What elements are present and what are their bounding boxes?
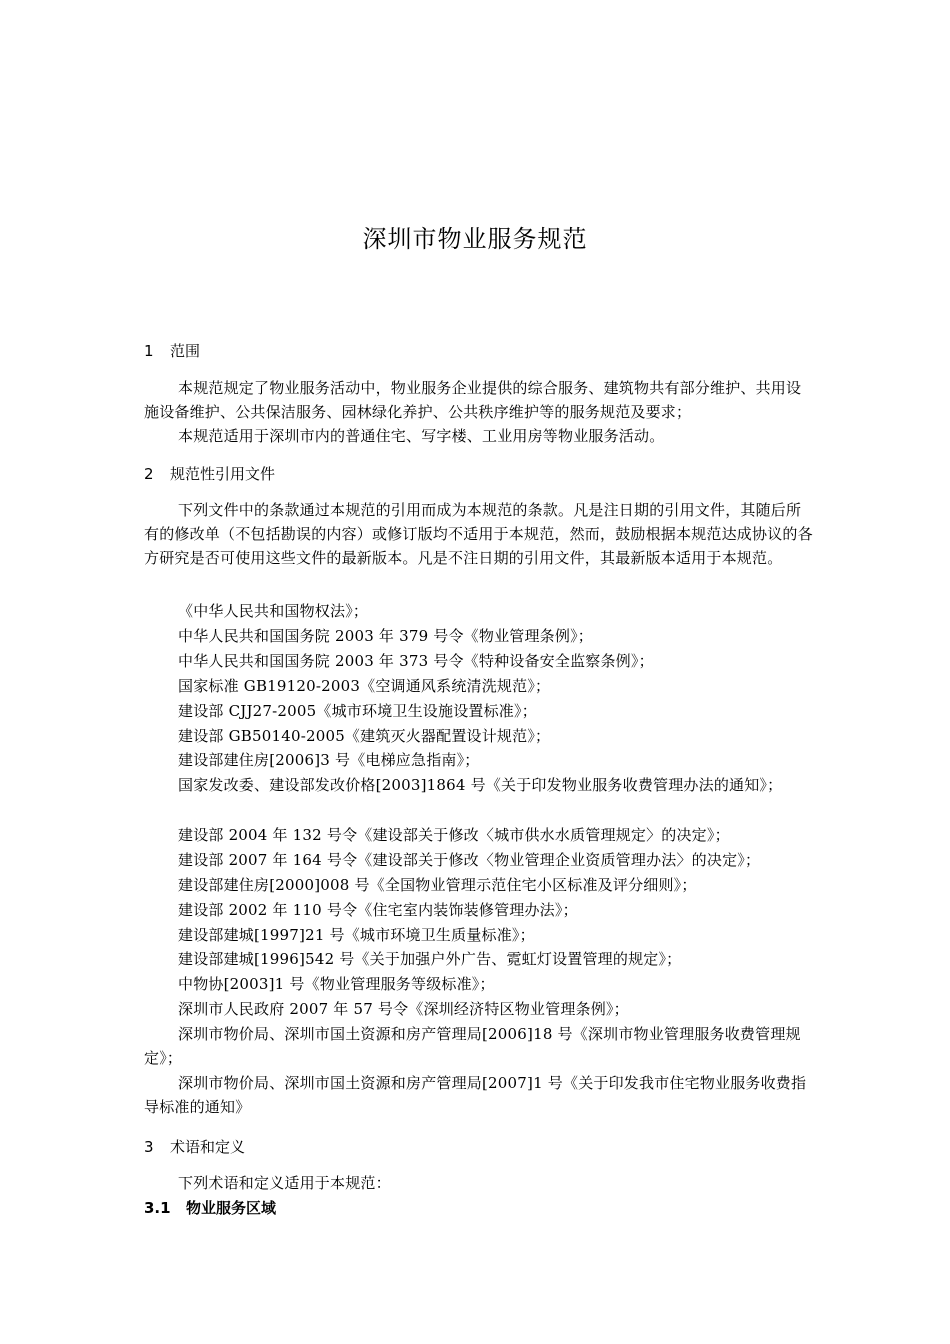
reference-item: 建设部建住房[2000]008 号《全国物业管理示范住宅小区标准及评分细则》； bbox=[178, 876, 697, 894]
reference-item: 建设部建城[1997]21 号《城市环境卫生质量标准》； bbox=[178, 926, 535, 944]
reference-item: 建设部 2007 年 164 号令《建设部关于修改〈物业管理企业资质管理办法〉的决定》； bbox=[178, 851, 761, 869]
document-title: 深圳市物业服务规范 bbox=[362, 225, 588, 253]
reference-item: 中物协[2003]1 号《物业管理服务等级标准》； bbox=[178, 975, 495, 993]
section-heading-terms bbox=[144, 1136, 245, 1158]
reference-item: 深圳市人民政府 2007 年 57 号令《深圳经济特区物业管理条例》； bbox=[178, 1000, 629, 1018]
reference-item: 国家标准 GB19120-2003《空调通风系统清洗规范》； bbox=[178, 677, 551, 695]
reference-item: 深圳市物价局、深圳市国土资源和房产管理局[2006]18 号《深圳市物业管理服务收费管理规定》； bbox=[144, 1025, 801, 1067]
reference-item: 建设部 2004 年 132 号令《建设部关于修改〈城市供水水质管理规定〉的决定》； bbox=[178, 826, 730, 844]
section-number: 2 bbox=[144, 465, 154, 483]
paragraph: 下列文件中的条款通过本规范的引用而成为本规范的条款。凡是注日期的引用文件，其随后所有的修改单（不包括勘误的内容）或修订版均不适用于本规范，然而，鼓励根据本规范达成协议的各方研究是否可使用这些文件的最新版本。凡是不注日期的引用文件，其最新版本适用于本规范。 bbox=[144, 501, 813, 567]
section-title: 术语和定义 bbox=[170, 1138, 246, 1156]
subsection-heading bbox=[144, 1197, 276, 1219]
reference-item: 建设部 2002 年 110 号令《住宅室内装饰装修管理办法》； bbox=[178, 901, 578, 919]
reference-item: 《中华人民共和国物权法》； bbox=[178, 602, 369, 620]
reference-item: 建设部 CJJ27-2005《城市环境卫生设施设置标准》； bbox=[178, 702, 537, 720]
section-title: 规范性引用文件 bbox=[170, 465, 276, 483]
paragraph: 本规范适用于深圳市内的普通住宅、写字楼、工业用房等物业服务活动。 bbox=[178, 427, 665, 445]
section-number: 1 bbox=[144, 342, 154, 360]
reference-item: 建设部建住房[2006]3 号《电梯应急指南》； bbox=[178, 751, 480, 769]
section-heading-references bbox=[144, 463, 275, 485]
section-heading-scope bbox=[144, 340, 200, 362]
section-number: 3 bbox=[144, 1138, 154, 1156]
reference-item: 建设部 GB50140-2005《建筑灭火器配置设计规范》； bbox=[178, 727, 551, 745]
subsection-number: 3.1 bbox=[144, 1199, 171, 1217]
section-title: 范围 bbox=[170, 342, 201, 360]
subsection-title: 物业服务区域 bbox=[186, 1199, 277, 1217]
reference-item: 中华人民共和国国务院 2003 年 379 号令《物业管理条例》； bbox=[178, 627, 593, 645]
paragraph: 本规范规定了物业服务活动中，物业服务企业提供的综合服务、建筑物共有部分维护、共用设施设备维护、公共保洁服务、园林绿化养护、公共秩序维护等的服务规范及要求； bbox=[144, 379, 802, 421]
reference-item: 国家发改委、建设部发改价格[2003]1864 号《关于印发物业服务收费管理办法的通知》； bbox=[178, 776, 783, 794]
reference-item: 深圳市物价局、深圳市国土资源和房产管理局[2007]1 号《关于印发我市住宅物业服务收费指导标准的通知》 bbox=[144, 1074, 807, 1116]
paragraph: 下列术语和定义适用于本规范： bbox=[178, 1174, 391, 1192]
reference-item: 建设部建城[1996]542 号《关于加强户外广告、霓虹灯设置管理的规定》； bbox=[178, 950, 682, 968]
reference-item: 中华人民共和国国务院 2003 年 373 号令《特种设备安全监察条例》； bbox=[178, 652, 654, 670]
